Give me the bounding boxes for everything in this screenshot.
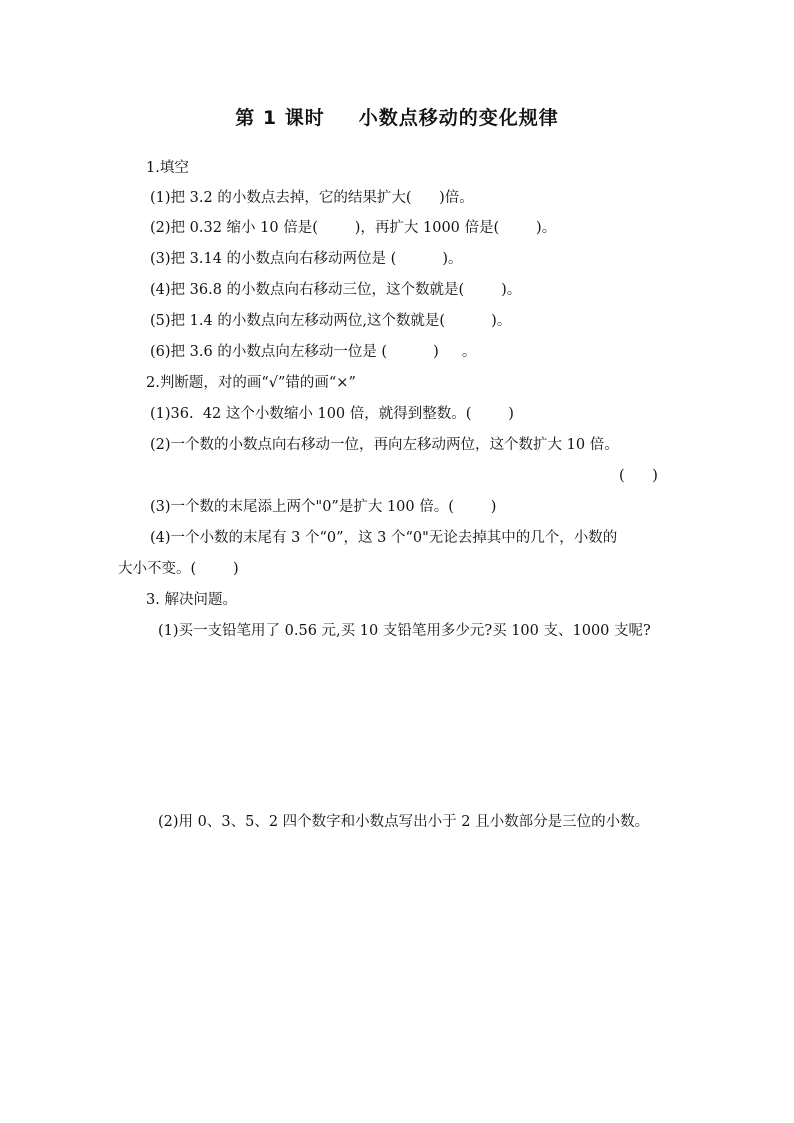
question-item: (1)36. 42 这个小数缩小 100 倍，就得到整数。( ) (150, 406, 514, 422)
section-heading-fill-blank: 1.填空 (146, 160, 189, 176)
question-item: (3)把 3.14 的小数点向右移动两位是 ( )。 (150, 251, 463, 267)
lesson-topic: 小数点移动的变化规律 (358, 107, 559, 129)
question-item: (5)把 1.4 的小数点向左移动两位,这个数就是( )。 (150, 313, 512, 329)
page-title (0, 103, 794, 130)
question-item: (1)把 3.2 的小数点去掉，它的结果扩大( )倍。 (150, 190, 474, 206)
question-item-continuation: 大小不变。( ) (118, 561, 239, 577)
section-heading-true-false: 2.判断题，对的画“√”错的画“×” (146, 375, 356, 391)
question-item: (6)把 3.6 的小数点向左移动一位是 ( ) 。 (150, 344, 477, 360)
question-item: (4)把 36.8 的小数点向右移动三位，这个数就是( )。 (150, 282, 522, 298)
question-item: (2)把 0.32 缩小 10 倍是( )，再扩大 1000 倍是( )。 (150, 220, 557, 236)
answer-bracket: ( ) (619, 468, 658, 484)
section-heading-problem-solving: 3. 解决问题。 (146, 592, 237, 608)
question-item: (2)一个数的小数点向右移动一位，再向左移动两位，这个数扩大 10 倍。 (150, 437, 619, 453)
question-item: (3)一个数的末尾添上两个"0”是扩大 100 倍。( ) (150, 499, 497, 515)
lesson-number: 第 1 课时 (235, 107, 325, 129)
question-item: (1)买一支铅笔用了 0.56 元,买 10 支铅笔用多少元?买 100 支、1000 支呢? (158, 623, 651, 639)
question-item: (4)一个小数的末尾有 3 个“0”，这 3 个“0"无论去掉其中的几个，小数的 (150, 530, 618, 546)
question-item: (2)用 0、3、5、2 四个数字和小数点写出小于 2 且小数部分是三位的小数。 (158, 814, 650, 830)
